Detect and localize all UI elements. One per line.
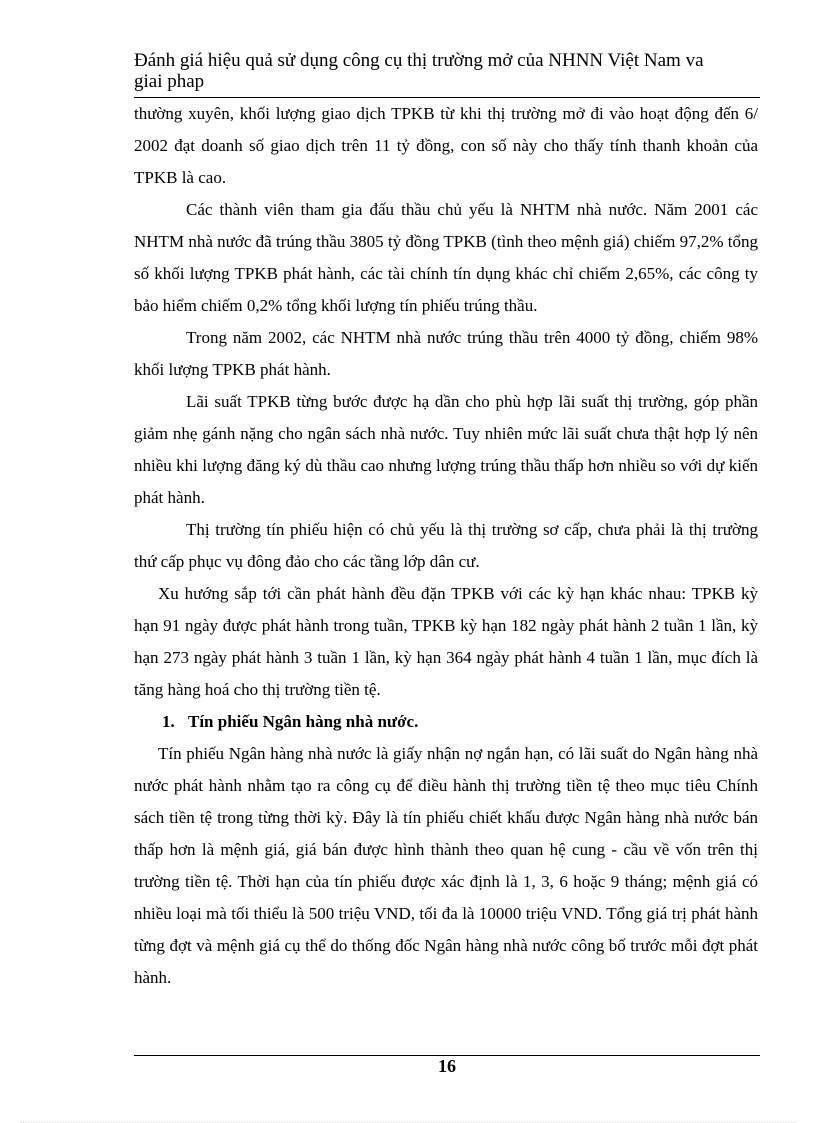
paragraph-bidders: Các thành viên tham gia đấu thầu chủ yếu là NHTM nhà nước. Năm 2001 các NHTM nhà nước đã trúng thầu 3805 tỷ đồng TPKB (tình theo mệnh giá) chiếm 97,2% tổng số khối lượng TPKB phát hành, các tài chính tín dụng khác chỉ chiếm 2,65%, các công ty bảo hiểm chiếm 0,2% tổng khối lượng tín phiếu trúng thầu. bbox=[134, 200, 758, 315]
paragraph-2002: Trong năm 2002, các NHTM nhà nước trúng thầu trên 4000 tỷ đồng, chiếm 98% khối lượng TPKB phát hành. bbox=[134, 328, 758, 379]
section-heading bbox=[134, 706, 758, 738]
page-number: 16 bbox=[438, 1056, 456, 1076]
paragraph-market-type: Thị trường tín phiếu hiện có chủ yếu là thị trường sơ cấp, chưa phải là thị trường thứ cấp phục vụ đông đảo cho các tầng lớp dân cư. bbox=[134, 520, 758, 571]
section-number: 1. bbox=[162, 712, 175, 731]
paragraph-trend: Xu hướng sắp tới cần phát hành đều đặn TPKB với các kỳ hạn khác nhau: TPKB kỳ hạn 91 ngày được phát hành trong tuần, TPKB kỳ hạn 182 ngày phát hành 2 tuần 1 lần, kỳ hạn 273 ngày phát hành 3 tuần 1 lần, kỳ hạn 364 ngày phát hành 4 tuần 1 lần, mục đích là tăng hàng hoá cho thị trường tiền tệ. bbox=[134, 584, 758, 699]
document-body bbox=[134, 98, 758, 994]
paragraph-interest-rate: Lãi suất TPKB từng bước được hạ dần cho phù hợp lãi suất thị trường, góp phần giảm nhẹ gánh nặng cho ngân sách nhà nước. Tuy nhiên mức lãi suất chưa thật hợp lý nên nhiều khi lượng đăng ký dù thầu cao nhưng lượng trúng thầu thấp hơn nhiều so với dự kiến phát hành. bbox=[134, 392, 758, 507]
section-title: Tín phiếu Ngân hàng nhà nước. bbox=[188, 712, 419, 731]
page-header-title: Đánh giá hiệu quả sử dụng công cụ thị trường mở của NHNN Việt Nam va giai phap bbox=[134, 50, 704, 92]
paragraph-continued: thường xuyên, khối lượng giao dịch TPKB từ khi thị trường mở đi vào hoạt động đến 6/ 2002 đạt doanh số giao dịch trên 11 tỷ đồng, con số này cho thấy tính thanh khoản của TPKB là cao. bbox=[134, 104, 758, 187]
paragraph-sbv-bills: Tín phiếu Ngân hàng nhà nước là giấy nhận nợ ngắn hạn, có lãi suất do Ngân hàng nhà nước phát hành nhằm tạo ra công cụ để điều hành thị trường tiền tệ theo mục tiêu Chính sách tiền tệ trong từng thời kỳ. Đây là tín phiếu chiết khấu được Ngân hàng nhà nước bán thấp hơn là mệnh giá, giá bán được hình thành theo quan hệ cung - cầu về vốn trên thị trường tiền tệ. Thời hạn của tín phiếu được xác định là 1, 3, 6 hoặc 9 tháng; mệnh giá có nhiều loại mà tối thiểu là 500 triệu VND, tối đa là 10000 triệu VND. Tổng giá trị phát hành từng đợt và mệnh giá cụ thể do thống đốc Ngân hàng nhà nước công bố trước mỗi đợt phát hành. bbox=[134, 744, 758, 987]
